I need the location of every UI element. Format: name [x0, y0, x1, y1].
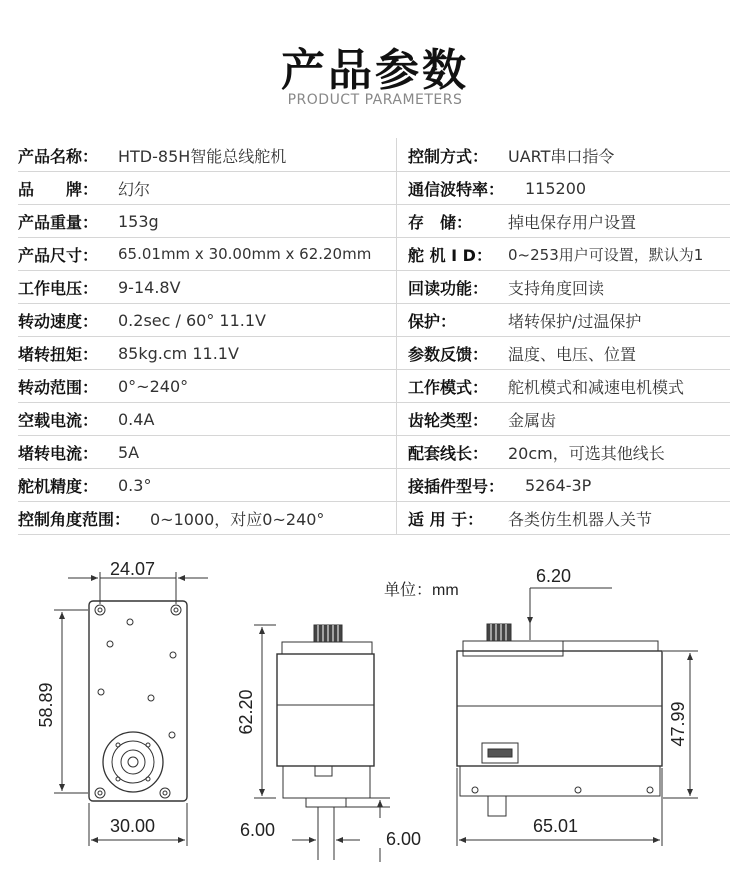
spec-row: [408, 336, 636, 370]
spec-row: [408, 171, 586, 205]
spec-label: 存 储：: [408, 212, 473, 232]
spec-value: 0.2sec / 60° 11.1V: [118, 310, 266, 330]
spec-label: 舵 机 I D：: [408, 245, 492, 265]
spec-row: [408, 138, 614, 172]
spec-value: 65.01mm x 30.00mm x 62.20mm: [118, 245, 372, 263]
spec-row: [18, 435, 139, 469]
spec-row: [18, 303, 266, 337]
spec-label: 产品名称：: [18, 146, 99, 166]
spec-label: 工作电压：: [18, 278, 99, 298]
spec-value: 5264-3P: [525, 475, 592, 495]
spec-label: 产品尺寸：: [18, 245, 99, 265]
row-divider: [18, 534, 730, 535]
spec-row: [408, 270, 604, 304]
page-subtitle: PRODUCT PARAMETERS: [287, 92, 463, 108]
spec-value: 20cm，可选其他线长: [508, 443, 665, 463]
unit-label: 单位：mm: [384, 582, 459, 599]
spec-value: 金属齿: [508, 410, 557, 430]
dim-right-height: 47.99: [668, 701, 688, 747]
spec-value: 幻尔: [118, 179, 151, 199]
spec-label: 转动范围：: [18, 377, 99, 397]
spec-value: 舵机模式和减速电机模式: [508, 377, 685, 397]
spec-row: [18, 336, 239, 370]
spec-row: [18, 468, 151, 502]
spec-value: 各类仿生机器人关节: [508, 509, 653, 529]
spec-row: [18, 237, 371, 271]
spec-label: 配套线长：: [408, 443, 489, 463]
spec-row: [408, 501, 652, 535]
spec-value: 115200: [525, 178, 587, 198]
spec-row: [18, 138, 286, 172]
spec-row: [408, 468, 591, 502]
spec-label: 齿轮类型：: [408, 410, 489, 430]
dimension-drawing: [0, 538, 750, 888]
spec-value: 0.3°: [118, 475, 152, 495]
spec-label: 堵转扭矩：: [18, 344, 99, 364]
dim-front-width: 24.07: [110, 559, 156, 579]
spec-row: [18, 204, 159, 238]
spec-row: [18, 270, 181, 304]
spec-row: [408, 435, 665, 469]
dim-right-width: 65.01: [533, 816, 579, 836]
spec-value: 0°~240°: [118, 376, 189, 396]
spec-row: [18, 369, 188, 403]
spec-value: 温度、电压、位置: [508, 344, 637, 364]
spec-row: [18, 171, 150, 205]
spec-label: 控制方式：: [408, 146, 489, 166]
spec-value: 5A: [118, 442, 140, 462]
spec-label: 堵转电流：: [18, 443, 99, 463]
dim-shaft-left: 6.00: [240, 820, 276, 840]
spec-value: 0~253用户可设置，默认为1: [508, 245, 704, 264]
spec-value: UART串口指令: [508, 146, 615, 166]
spec-value: 堵转保护/过温保护: [508, 311, 642, 331]
spec-label: 舵机精度：: [18, 476, 99, 496]
spec-label: 保护：: [408, 311, 457, 331]
dim-front-body-width: 30.00: [110, 816, 156, 836]
spec-value: 支持角度回读: [508, 278, 605, 298]
spec-row: [408, 369, 684, 403]
spec-value: 0~1000，对应0~240°: [150, 509, 325, 529]
spec-label: 空载电流：: [18, 410, 99, 430]
front-view: [54, 572, 208, 846]
spec-row: [18, 402, 154, 436]
spec-label: 转动速度：: [18, 311, 99, 331]
spec-label: 产品重量：: [18, 212, 99, 232]
spec-label: 适 用 于：: [408, 509, 484, 529]
spec-label: 品 牌：: [18, 179, 99, 199]
spec-row: [408, 237, 703, 271]
spec-row: [408, 204, 636, 238]
spec-label: 接插件型号：: [408, 476, 505, 496]
spec-value: HTD-85H智能总线舵机: [118, 146, 287, 166]
spec-label: 回读功能：: [408, 278, 489, 298]
spec-value: 掉电保存用户设置: [508, 212, 637, 232]
spec-row: [408, 402, 556, 436]
page-title: 产品参数: [281, 45, 469, 96]
spec-label: 控制角度范围：: [18, 509, 131, 529]
rear-view: [457, 588, 698, 846]
dim-shaft-right: 6.00: [386, 829, 422, 849]
spec-label: 通信波特率：: [408, 179, 505, 199]
spec-value: 9-14.8V: [118, 277, 181, 297]
spec-label: 参数反馈：: [408, 344, 489, 364]
spec-value: 85kg.cm 11.1V: [118, 343, 239, 363]
dim-horn-offset: 6.20: [536, 566, 572, 586]
spec-label: 工作模式：: [408, 377, 489, 397]
spec-value: 153g: [118, 211, 159, 231]
dim-side-height: 62.20: [236, 689, 256, 735]
spec-row: [408, 303, 641, 337]
dim-front-height: 58.89: [36, 682, 56, 728]
spec-value: 0.4A: [118, 409, 155, 429]
spec-row: [18, 501, 324, 535]
